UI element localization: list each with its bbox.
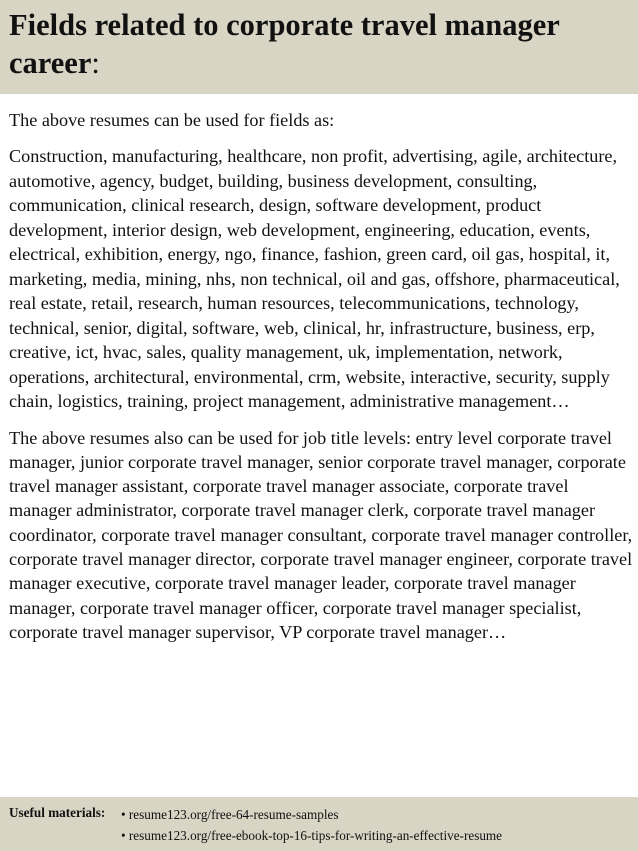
page-title-text: Fields related to corporate travel manager career [9,8,560,80]
useful-materials-footer [0,797,638,851]
page-title-colon: : [91,46,100,80]
useful-materials-label: Useful materials: [9,805,106,820]
page-title [9,6,629,82]
resume-samples-link[interactable]: • resume123.org/free-64-resume-samples [121,807,339,822]
title-banner [0,0,638,94]
content-area [9,108,633,644]
useful-materials-links [121,804,502,846]
job-levels-paragraph: The above resumes also can be used for job title levels: entry level corporate travel manager, junior corporate travel manager, senior corporate travel manager, corporate travel manager assistant, corporate travel manager associate, corporate travel manager administrator, corporate travel manager clerk, corporate travel manager coordinator, corporate travel manager consultant, corporate travel manager controller, corporate travel manager director, corporate travel manager engineer, corporate travel manager executive, corporate travel manager leader, corporate travel manager manager, corporate travel manager officer, corporate travel manager specialist, corporate travel manager supervisor, VP corporate travel manager… [9,427,633,642]
ebook-tips-link[interactable]: • resume123.org/free-ebook-top-16-tips-for-writing-an-effective-resume [121,828,503,843]
intro-text: The above resumes can be used for fields as: [9,110,335,130]
fields-paragraph: Construction, manufacturing, healthcare, non profit, advertising, agile, architecture, automotive, agency, budget, building, business development, consulting, communication, clinical research, design, software development, product development, interior design, web development, engineering, education, events, electrical, exhibition, energy, ngo, finance, fashion, green card, oil gas, hospital, it, marketing, media, mining, nhs, non technical, oil and gas, offshore, pharmaceutical, real estate, retail, research, human resources, telecommunications, technology, technical, senior, digital, software, web, clinical, hr, infrastructure, business, erp, creative, ict, hvac, sales, quality management, uk, implementation, network, operations, architectural, environmental, crm, website, interactive, security, supply chain, logistics, training, project management, administrative management… [9,146,620,411]
